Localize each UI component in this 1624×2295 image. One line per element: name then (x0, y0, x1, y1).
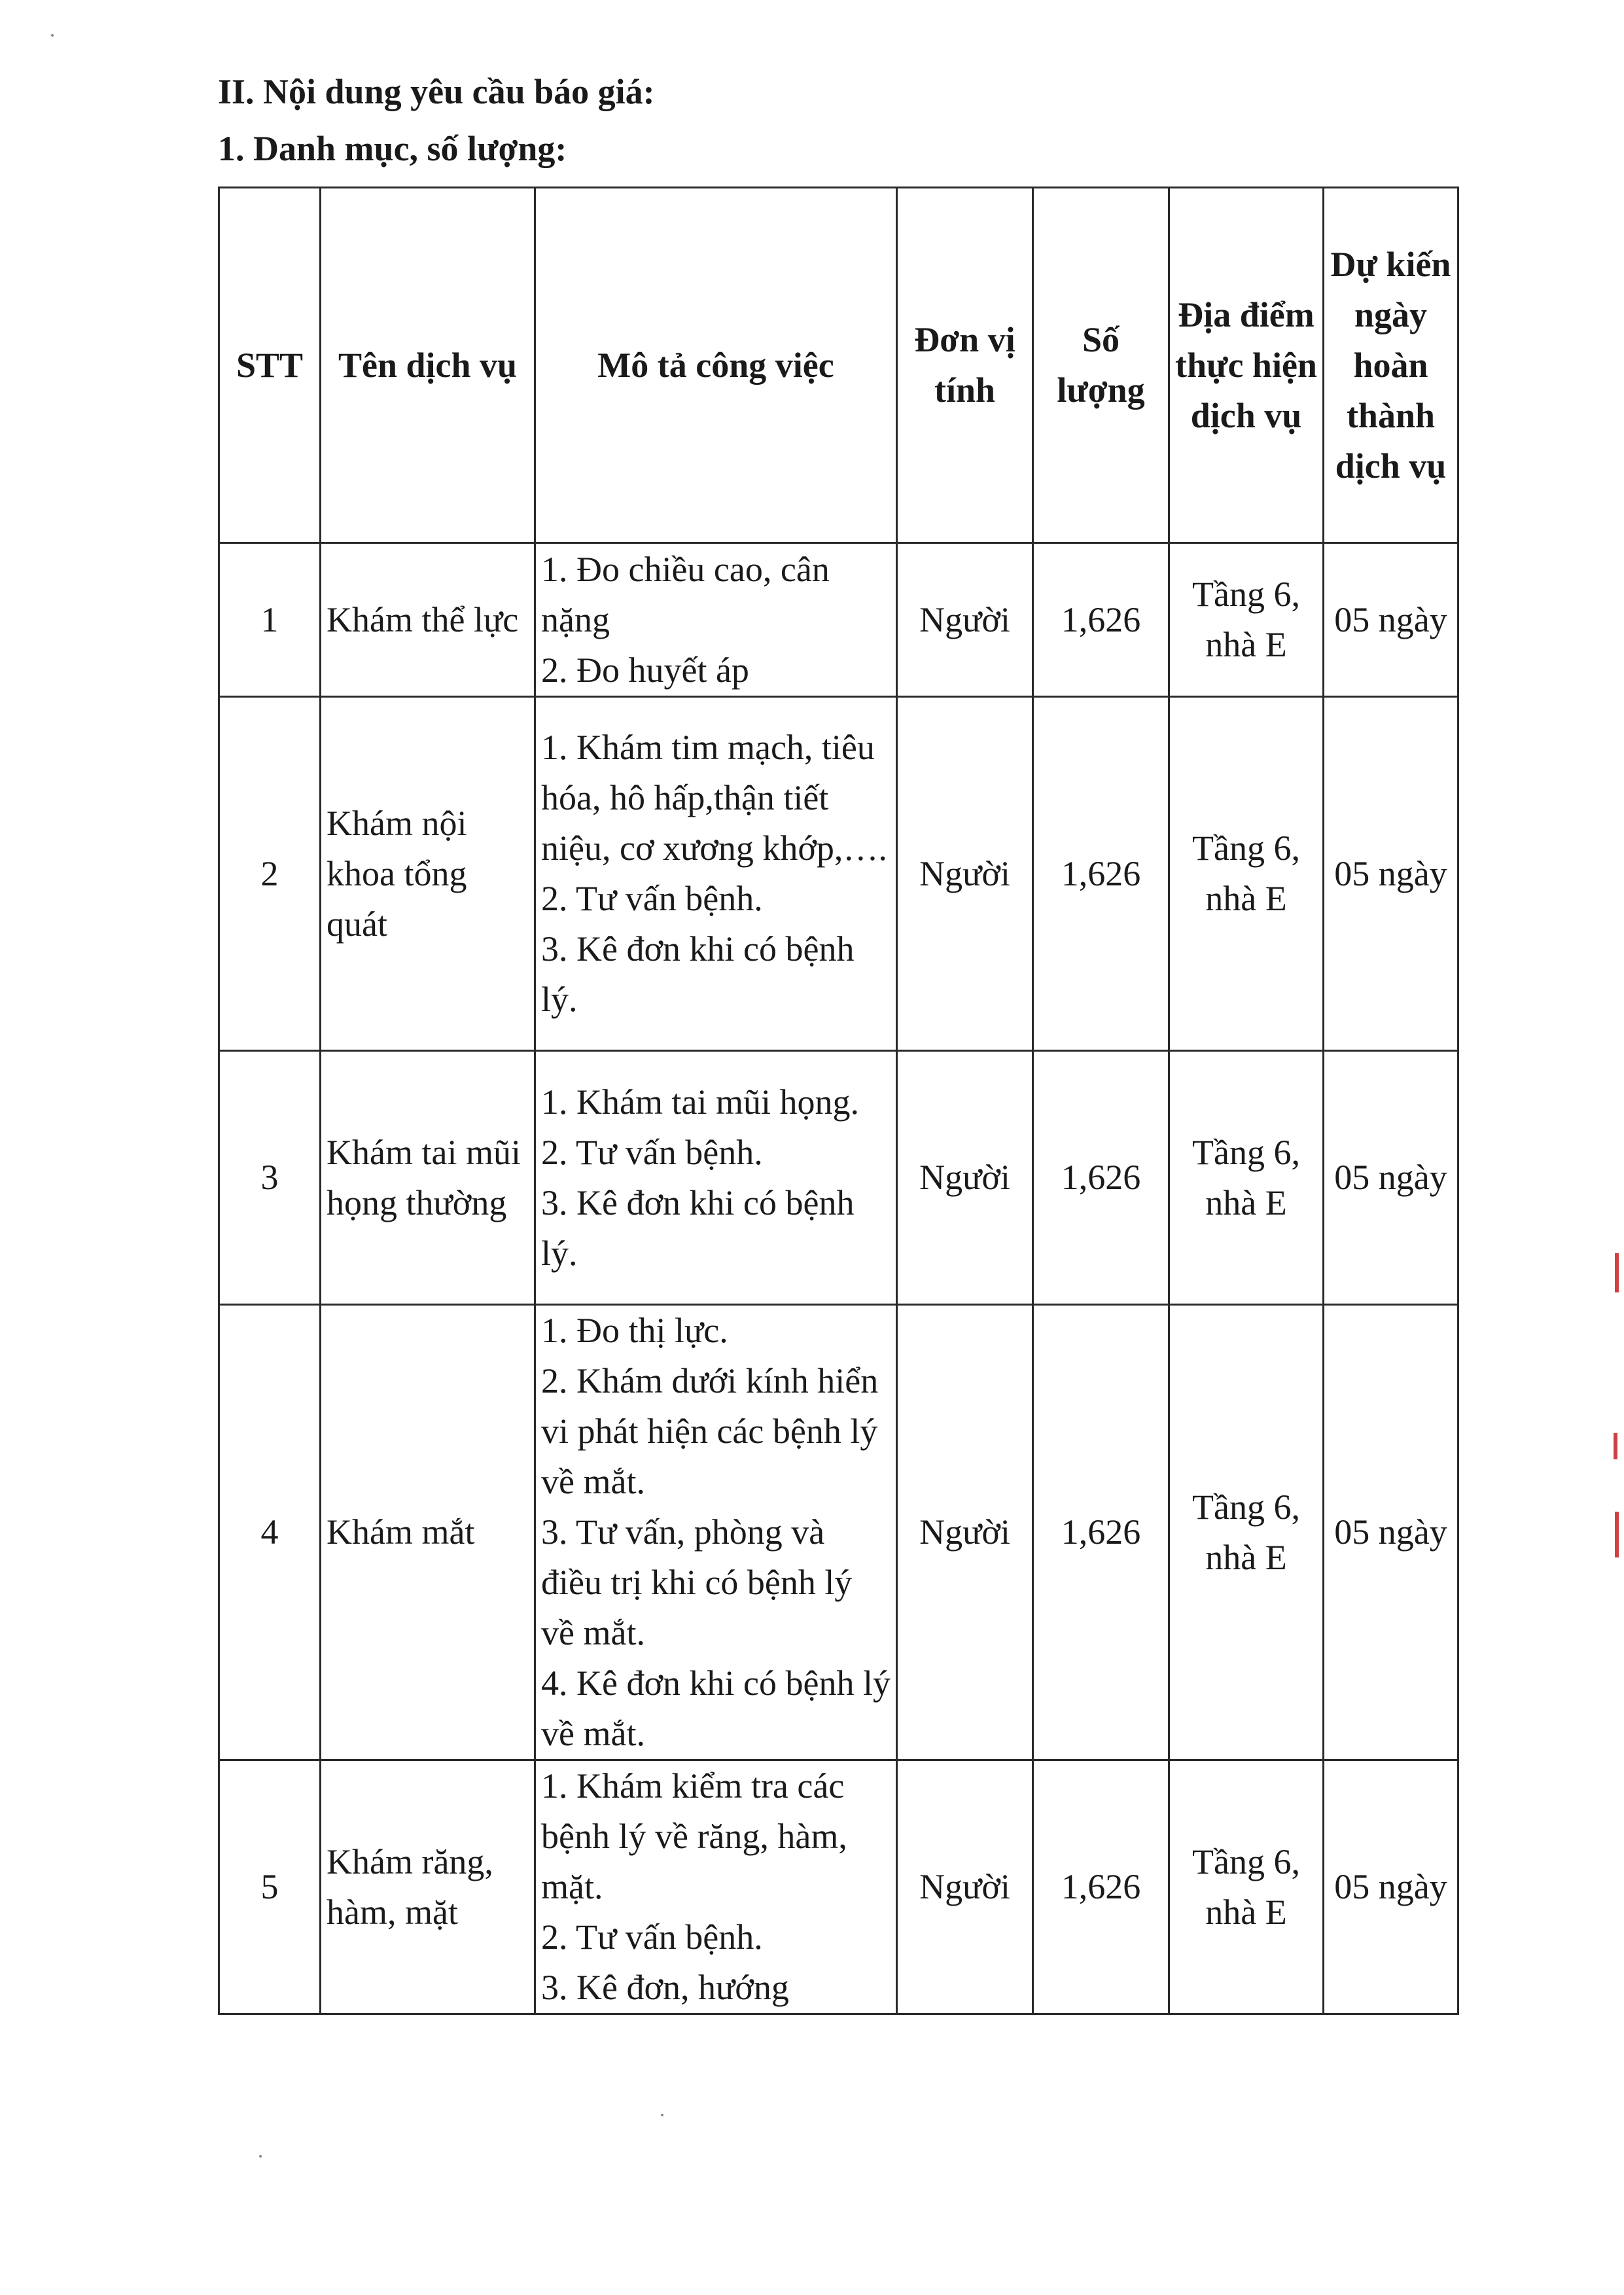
cell-location: Tầng 6, nhà E (1169, 1305, 1324, 1760)
cell-service-name: Khám nội khoa tổng quát (321, 697, 535, 1051)
cell-quantity: 1,626 (1033, 1760, 1169, 2014)
description-item: 1. Đo thị lực. (541, 1311, 728, 1350)
description-item: 1. Khám tai mũi họng. (541, 1082, 859, 1122)
cell-completion: 05 ngày (1324, 1051, 1458, 1305)
description-item: 3. Kê đơn, hướng (541, 1968, 789, 2007)
description-item: 4. Kê đơn khi có bệnh lý về mắt. (541, 1663, 891, 1753)
description-item: 2. Tư vấn bệnh. (541, 1917, 763, 1957)
cell-unit: Người (897, 1305, 1033, 1760)
cell-stt: 1 (219, 543, 321, 697)
section-subtitle: 1. Danh mục, số lượng: (218, 129, 567, 168)
cell-service-name: Khám tai mũi họng thường (321, 1051, 535, 1305)
section-title: II. Nội dung yêu cầu báo giá: (218, 72, 655, 111)
cell-service-name: Khám mắt (321, 1305, 535, 1760)
description-item: 2. Tư vấn bệnh. (541, 1132, 763, 1172)
cell-description (535, 697, 897, 1051)
cell-description (535, 1305, 897, 1760)
cell-stt: 5 (219, 1760, 321, 2014)
cell-unit: Người (897, 697, 1033, 1051)
header-completion: Dự kiến ngày hoàn thành dịch vụ (1324, 188, 1458, 543)
description-item: 2. Khám dưới kính hiển vi phát hiện các bệnh lý về mắt. (541, 1361, 879, 1501)
cell-completion: 05 ngày (1324, 697, 1458, 1051)
header-unit: Đơn vị tính (897, 188, 1033, 543)
table-row (219, 1305, 1458, 1760)
cell-description (535, 1051, 897, 1305)
cell-service-name: Khám răng, hàm, mặt (321, 1760, 535, 2014)
cell-location: Tầng 6, nhà E (1169, 1760, 1324, 2014)
service-table (218, 187, 1459, 2015)
header-quantity: Số lượng (1033, 188, 1169, 543)
cell-location: Tầng 6, nhà E (1169, 1051, 1324, 1305)
scan-artifact (1615, 1253, 1619, 1292)
scan-artifact (1615, 1512, 1619, 1557)
cell-completion: 05 ngày (1324, 1305, 1458, 1760)
cell-stt: 4 (219, 1305, 321, 1760)
header-stt: STT (219, 188, 321, 543)
description-item: 1. Khám tim mạch, tiêu hóa, hô hấp,thận tiết niệu, cơ xương khớp,…. (541, 728, 887, 868)
cell-unit: Người (897, 543, 1033, 697)
cell-unit: Người (897, 1760, 1033, 2014)
cell-quantity: 1,626 (1033, 1305, 1169, 1760)
table-row (219, 543, 1458, 697)
cell-description (535, 1760, 897, 2014)
cell-quantity: 1,626 (1033, 543, 1169, 697)
scan-artifact (661, 2114, 663, 2116)
scan-artifact (1614, 1433, 1617, 1459)
cell-location: Tầng 6, nhà E (1169, 697, 1324, 1051)
header-service-name: Tên dịch vụ (321, 188, 535, 543)
description-item: 3. Tư vấn, phòng và điều trị khi có bệnh lý về mắt. (541, 1512, 853, 1652)
table-header-row (219, 188, 1458, 543)
cell-stt: 3 (219, 1051, 321, 1305)
cell-completion: 05 ngày (1324, 543, 1458, 697)
table-row (219, 697, 1458, 1051)
header-location: Địa điểm thực hiện dịch vụ (1169, 188, 1324, 543)
description-item: 2. Tư vấn bệnh. (541, 879, 763, 918)
cell-quantity: 1,626 (1033, 1051, 1169, 1305)
cell-location: Tầng 6, nhà E (1169, 543, 1324, 697)
table-row (219, 1760, 1458, 2014)
scan-artifact (259, 2155, 262, 2158)
cell-service-name: Khám thể lực (321, 543, 535, 697)
scan-artifact (51, 34, 54, 37)
cell-unit: Người (897, 1051, 1033, 1305)
table-row (219, 1051, 1458, 1305)
description-item: 3. Kê đơn khi có bệnh lý. (541, 1183, 855, 1273)
cell-stt: 2 (219, 697, 321, 1051)
description-item: 1. Đo chiều cao, cân nặng (541, 549, 830, 639)
description-item: 2. Đo huyết áp (541, 650, 749, 690)
cell-quantity: 1,626 (1033, 697, 1169, 1051)
description-item: 3. Kê đơn khi có bệnh lý. (541, 929, 855, 1019)
cell-description (535, 543, 897, 697)
header-description: Mô tả công việc (535, 188, 897, 543)
description-item: 1. Khám kiểm tra các bệnh lý về răng, hàm, mặt. (541, 1766, 847, 1906)
cell-completion: 05 ngày (1324, 1760, 1458, 2014)
